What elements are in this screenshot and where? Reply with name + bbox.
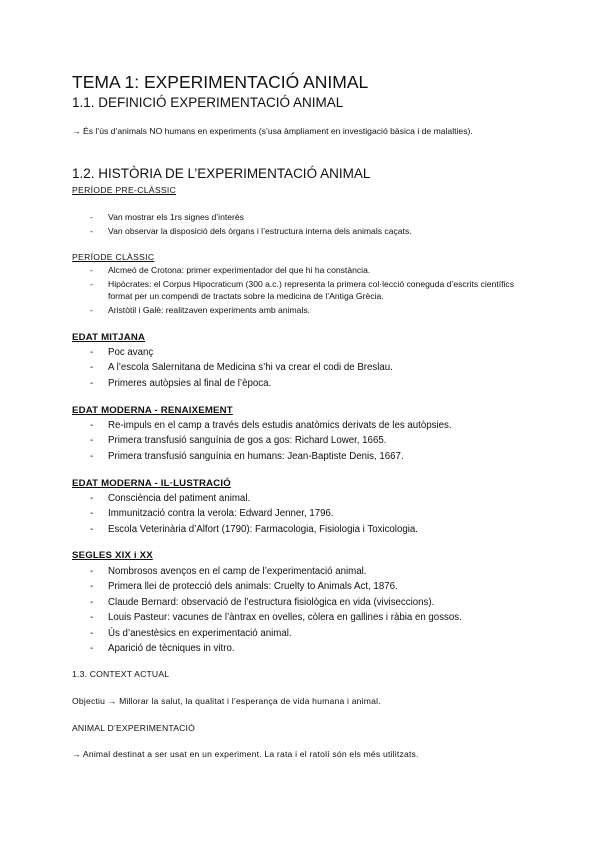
heading-pre-classic: PERÍODE PRE-CLÀSSIC [72, 185, 177, 195]
list-edat-mitjana [90, 345, 393, 391]
heading-edat-mitjana: EDAT MITJANA [72, 332, 146, 343]
list-item: - Aristòtil i Galè: realitzaven experiments amb animals. [90, 304, 530, 318]
list-pre-classic [90, 211, 412, 238]
list-item: - Primera transfusió sanguínia en humans: Jean-Baptiste Denis, 1667. [90, 449, 452, 464]
list-illustracio [90, 491, 418, 537]
list-item: - Van observar la disposició dels òrgans i l’estructura interna dels animals caçats. [90, 225, 412, 239]
page-title: TEMA 1: EXPERIMENTACIÓ ANIMAL [72, 72, 369, 92]
heading-illustracio: EDAT MODERNA - IL·LUSTRACIÓ [72, 478, 231, 489]
objectiu-text: Objectiu → Millorar la salut, la qualitat i l’esperança de vida humana i animal. [72, 696, 381, 706]
list-item: - Nombrosos avenços en el camp de l’experimentació animal. [90, 564, 462, 579]
list-item: - A l’escola Salernitana de Medicina s’hi va crear el codi de Breslau. [90, 360, 393, 375]
heading-animal: ANIMAL D’EXPERIMENTACIÓ [72, 723, 196, 733]
list-renaixement [90, 418, 452, 464]
list-item: - Escola Veterinària d’Alfort (1790): Farmacologia, Fisiologia i Toxicologia. [90, 522, 418, 537]
list-segles [90, 564, 462, 656]
list-item: - Ús d’anestèsics en experimentació animal. [90, 626, 462, 641]
list-item: - Immunització contra la verola: Edward Jenner, 1796. [90, 506, 418, 521]
list-item: - Aparició de tècniques in vitro. [90, 641, 462, 656]
list-item: - Alcmeó de Crotona: primer experimentador del que hi ha constància. [90, 264, 530, 278]
list-classic [90, 264, 530, 317]
list-item: - Poc avanç [90, 345, 393, 360]
heading-definicio: 1.1. DEFINICIÓ EXPERIMENTACIÓ ANIMAL [72, 95, 344, 110]
heading-classic: PERÍODE CLÀSSIC [72, 252, 155, 262]
list-item: - Primeres autòpsies al final de l’època. [90, 376, 393, 391]
definicio-text: → És l’ús d’animals NO humans en experiments (s’usa àmpliament en investigació bàsica i de malalties). [72, 126, 473, 136]
list-item: - Louis Pasteur: vacunes de l’àntrax en ovelles, còlera en gallines i ràbia en gossos. [90, 610, 462, 625]
heading-renaixement: EDAT MODERNA - RENAIXEMENT [72, 405, 233, 416]
list-item: - Van mostrar els 1rs signes d’interès [90, 211, 412, 225]
list-item: - Primera transfusió sanguínia de gos a gos: Richard Lower, 1665. [90, 433, 452, 448]
heading-context: 1.3. CONTEXT ACTUAL [72, 669, 170, 679]
list-item: - Consciència del patiment animal. [90, 491, 418, 506]
list-item: - Re-impuls en el camp a través dels estudis anatòmics derivats de les autòpsies. [90, 418, 452, 433]
heading-segles: SEGLES XIX i XX [72, 550, 153, 561]
heading-historia: 1.2. HISTÒRIA DE L’EXPERIMENTACIÓ ANIMAL [72, 166, 371, 181]
list-item: - Primera llei de protecció dels animals: Cruelty to Animals Act, 1876. [90, 579, 462, 594]
animal-text: → Animal destinat a ser usat en un experiment. La rata i el ratolí són els més utilitzats. [72, 749, 419, 759]
list-item: - Claude Bernard: observació de l’estructura fisiològica en vida (viviseccions). [90, 595, 462, 610]
list-item: - Hipòcrates: el Corpus Hipocraticum (300 a.c.) representa la primera col·lecció coneguda d’escrits científics format per un compendi de tractats sobre la medicina de l’Antiga Grècia. [90, 278, 530, 302]
